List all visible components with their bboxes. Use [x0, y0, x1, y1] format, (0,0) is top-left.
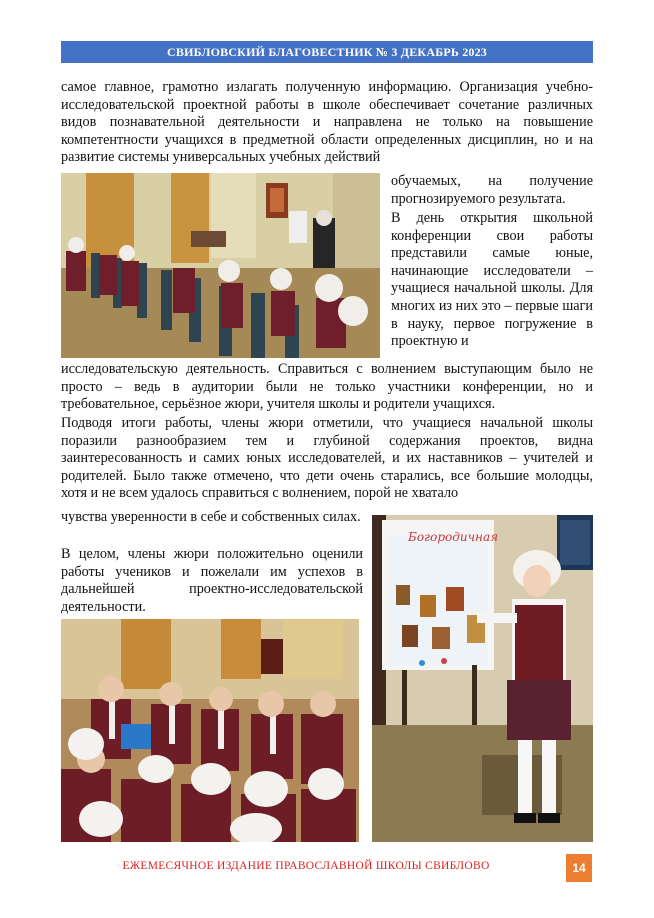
paragraph-jury-results-continued: чувства уверенности в себе и собственных силах. [61, 509, 361, 525]
newsletter-header: СВИБЛОВСКИЙ БЛАГОВЕСТНИК № 3 ДЕКАБРЬ 2023 [61, 41, 593, 63]
photo-girl-presenting [372, 515, 593, 842]
paragraph-intro: самое главное, грамотно излагать полученную информацию. Организация учебно-исследовательской проектной работы в школе обеспечивает сочетание различных видов познавательной деятельности и направлена не только на повышение компетентности учащихся в предметной области определенных дисциплин, но и на развитие системы универсальных учебных действий [61, 79, 593, 166]
photo-conference-hall [61, 173, 380, 358]
photo-students-group [61, 619, 359, 842]
paragraph-intro-continued: обучаемых, на получение прогнозируемого результата. [391, 173, 593, 207]
page-number-badge: 14 [566, 854, 592, 882]
paragraph-opening-day: В день открытия школьной конференции свои работы представили самые юные, начинающие исследователи – учащиеся начальной школы. Для многих из них это – первые шаги в науку, первое погружение в проектную и [391, 210, 593, 350]
paragraph-jury-results: Подводя итоги работы, члены жюри отметили, что учащиеся начальной школы поразили разнообразием тем и глубиной содержания проектов, видна заинтересованность и самих юных исследователей, и их наставников – учителей и родителей. Было также отмечено, что дети очень старались, все большие молодцы, хотя и не всем удалось справиться с волнением, порой не хватало [61, 415, 593, 502]
paragraph-conclusion: В целом, члены жюри положительно оценили работы учеников и пожелали им успехов в дальнейшей проектно-исследовательской деятельности. [61, 546, 363, 615]
footer-publication: ЕЖЕМЕСЯЧНОЕ ИЗДАНИЕ ПРАВОСЛАВНОЙ ШКОЛЫ СВИБЛОВО [122, 860, 490, 872]
poster-title: Богородичная [408, 530, 499, 544]
paragraph-opening-day-continued: исследовательскую деятельность. Справиться с волнением выступающим было не просто – ведь в аудитории были не только участники конференции, но и требовательное, серьёзное жюри, учителя школы и родители учащихся. [61, 361, 593, 413]
